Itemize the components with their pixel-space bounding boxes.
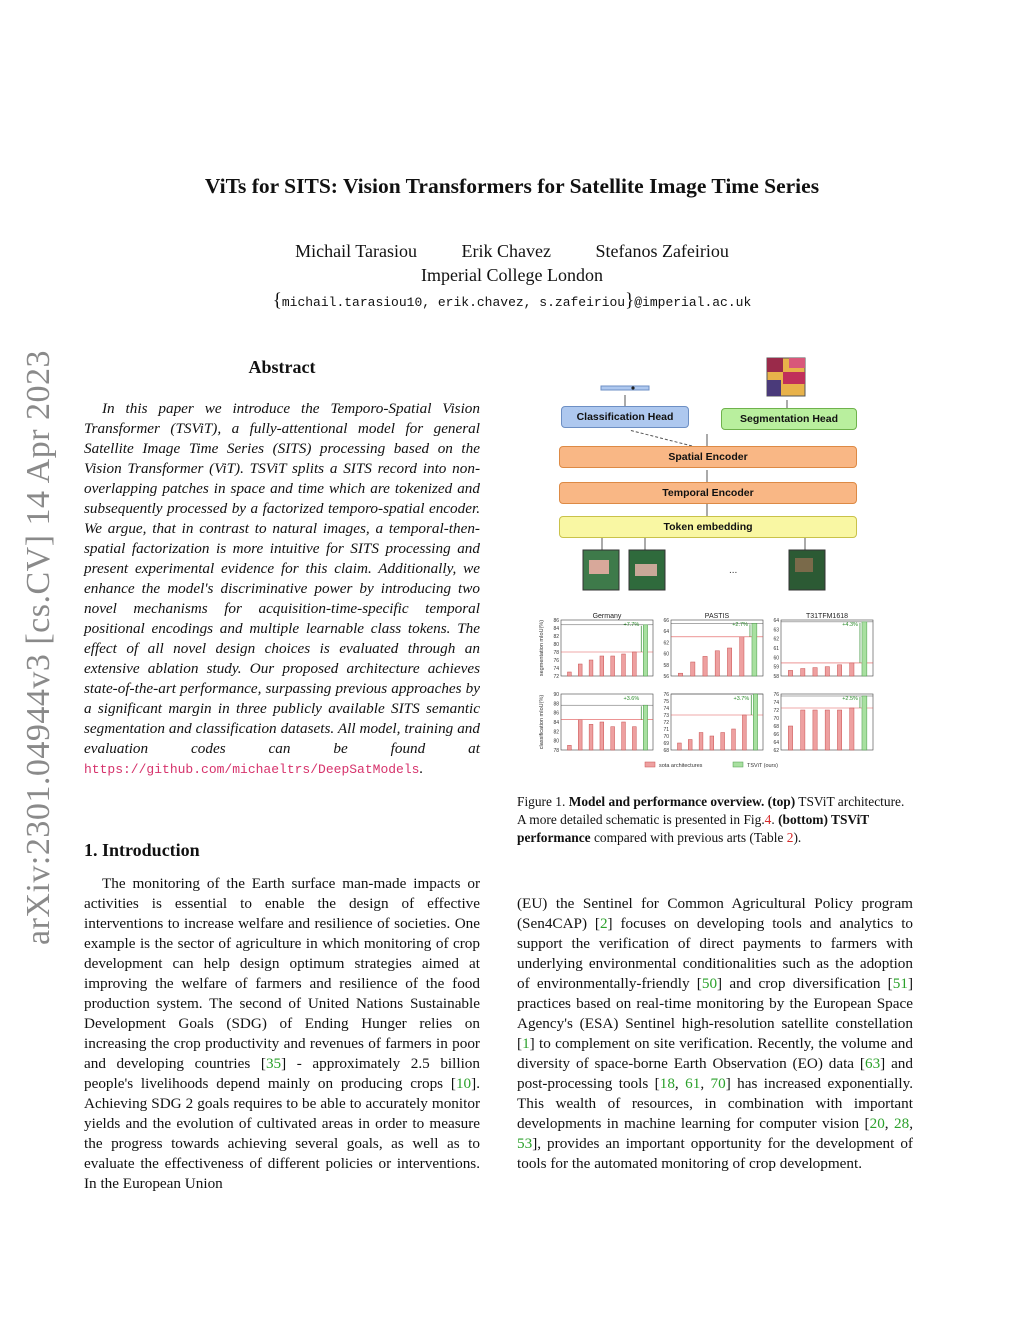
tick-label: 86 — [553, 618, 559, 624]
chart-frame — [671, 694, 763, 750]
sota-bar — [813, 668, 817, 676]
token-embedding-box: Token embedding — [559, 516, 857, 538]
abstract-text: In this paper we introduce the Temporo-Spatial Vision Transformer (TSViT), a fully-attentional model for general Satellite Image Time Series (SITS) processing based on the Vision Transformer (ViT). TSViT splits a SITS record into non-overlapping patches in space and time which are tokenized and subsequently processed by a factorized temporo-spatial encoder. We argue, that in contrast to natural images, a temporal-then-spatial factorization is more intuitive for SITS processing and present experimental evidence for this claim. Additionally, we enhance the model's discriminative power by introducing two novel mechanisms for acquisition-time-specific temporal positional encodings and multiple learnable class tokens. The effect of all novel design choices is evaluated through an extensive ablation study. Our proposed architecture achieves state-of-the-art performance, surpassing previous approaches by a significant margin in three publicly available SITS semantic segmentation and classification datasets. All model, training and evaluation codes can be found at https://github.com/michaeltrs/DeepSatModels. — [84, 400, 480, 777]
legend-sota-swatch — [645, 762, 655, 767]
sota-bar — [825, 667, 829, 676]
tick-label: 58 — [663, 662, 669, 669]
sota-bar — [740, 637, 744, 676]
sota-bar — [622, 722, 626, 750]
tick-label: 62 — [663, 640, 669, 647]
classification-head-box: Classification Head — [561, 406, 689, 428]
tick-label: 60 — [773, 655, 779, 662]
tick-label: 78 — [553, 650, 559, 656]
sota-bar — [837, 665, 841, 676]
tick-label: 71 — [663, 727, 669, 733]
sota-bar — [788, 670, 792, 676]
citation[interactable]: 51 — [892, 975, 908, 992]
citation[interactable]: 18 — [659, 1075, 675, 1092]
axis-label: classification mIoU(%) — [539, 694, 545, 750]
tick-label: 72 — [553, 674, 559, 680]
sota-bar — [578, 720, 582, 750]
temporal-encoder-box: Temporal Encoder — [559, 482, 857, 504]
tick-label: 75 — [663, 699, 669, 705]
satellite-image-2 — [629, 550, 665, 590]
segmentation-head-box: Segmentation Head — [721, 408, 857, 430]
citation[interactable]: 50 — [701, 975, 718, 992]
tick-label: 82 — [553, 634, 559, 640]
tick-label: 68 — [663, 748, 669, 754]
author-1: Michail Tarasiou — [295, 241, 417, 261]
sota-bar — [678, 673, 682, 676]
axis-label: segmentation mIoU(%) — [539, 619, 545, 677]
sota-bar — [600, 656, 604, 676]
tick-label: 72 — [663, 720, 669, 726]
sota-bar — [567, 745, 571, 750]
tick-label: 78 — [553, 748, 559, 754]
sota-bar — [801, 710, 805, 750]
sota-bar — [567, 672, 571, 676]
citation[interactable]: 1 — [522, 1035, 530, 1052]
sota-bar — [632, 652, 636, 676]
sota-bar — [703, 656, 707, 676]
class-output-bar — [601, 386, 649, 390]
tsvit-bar — [643, 705, 647, 750]
gain-annotation: +2.5% — [842, 696, 858, 702]
gain-annotation: +3.6% — [623, 696, 640, 702]
spatial-encoder-box: Spatial Encoder — [559, 446, 857, 468]
tick-label: 69 — [663, 741, 669, 747]
sota-bar — [677, 743, 681, 750]
sota-bar — [825, 710, 829, 750]
sota-bar — [589, 660, 593, 676]
citation[interactable]: 20 — [869, 1115, 885, 1132]
intro-paragraph-continued: (EU) the Sentinel for Common Agricultural Policy program (Sen4CAP) [2] focuses on developing tools and analytics to support the verification of direct payments to farmers with underlying environmental conditionalities such as the adoption of environmentally-friendly [50] and crop diversification [51] practices based on real-time monitoring by the European Space Agency's (ESA) Sentinel high-resolution satellite constellation [1] to complement on site verification. Recently, the volume and diversity of space-borne Earth Observation (EO) data [63] and post-processing tools [18, 61, 70] has increased exponentially. This wealth of resources, in combination with important developments in machine learning for computer vision [20, 28, 53], provides an important opportunity for the development of tools for the automated monitoring of crop development. — [517, 895, 914, 1172]
tick-label: 70 — [773, 716, 779, 722]
tick-label: 80 — [553, 642, 559, 648]
tick-label: 62 — [773, 748, 779, 754]
tick-label: 76 — [663, 692, 669, 698]
chart-frame — [561, 620, 653, 676]
gain-annotation: +4.3% — [842, 622, 858, 628]
sota-bar — [622, 654, 626, 676]
citation[interactable]: 63 — [864, 1055, 881, 1072]
sota-bar — [732, 729, 736, 750]
chart-frame — [561, 694, 653, 750]
author-list — [0, 241, 1024, 262]
author-emails: {michail.tarasiou10, erik.chavez, s.zafeiriou}@imperial.ac.uk — [272, 290, 752, 311]
tick-label: 84 — [553, 626, 559, 632]
section-heading-introduction: 1. Introduction — [84, 840, 200, 860]
sota-bar — [578, 664, 582, 676]
performance-charts — [517, 612, 913, 782]
satellite-image-1 — [583, 550, 619, 590]
legend-sota-label: sota architectures — [659, 763, 703, 769]
sota-bar — [710, 736, 714, 750]
sota-bar — [600, 722, 604, 750]
affiliation: Imperial College London — [421, 265, 603, 285]
tick-label: 63 — [773, 627, 779, 634]
tick-label: 66 — [773, 732, 779, 738]
code-link[interactable]: https://github.com/michaeltrs/DeepSatModels — [84, 762, 420, 777]
figure-caption: Figure 1. Model and performance overview. (top) TSViT architecture. A more detailed schematic is presented in Fig.4. (bottom) TSViT performance compared with previous arts (Table 2). — [517, 794, 905, 845]
tick-label: 73 — [663, 713, 669, 719]
sota-bar — [611, 656, 615, 676]
tick-label: 64 — [663, 629, 669, 636]
chart-title: Germany — [592, 613, 622, 620]
tsvit-bar — [862, 696, 867, 750]
tick-label: 74 — [553, 666, 559, 672]
figure-1 — [517, 350, 913, 780]
ellipsis: ... — [729, 565, 738, 576]
tick-label: 58 — [773, 674, 779, 680]
sota-bar — [715, 651, 719, 676]
sota-bar — [688, 740, 692, 751]
paper-title: ViTs for SITS: Vision Transformers for Satellite Image Time Series — [204, 174, 820, 198]
sota-bar — [721, 733, 725, 751]
tick-label: 80 — [553, 738, 559, 745]
gain-annotation: +7.7% — [623, 622, 640, 628]
tick-label: 86 — [553, 710, 559, 717]
tsvit-bar — [862, 622, 867, 676]
segmentation-map-icon — [767, 358, 805, 396]
citation[interactable]: 61 — [685, 1075, 701, 1092]
sota-bar — [699, 733, 703, 751]
gain-annotation: +2.7% — [732, 622, 748, 628]
tick-label: 90 — [553, 692, 559, 698]
tick-label: 64 — [773, 618, 779, 624]
citation[interactable]: 70 — [710, 1075, 726, 1092]
legend-tsvit-swatch — [733, 762, 743, 767]
intro-paragraph: The monitoring of the Earth surface man-made impacts or activities is essential to enable the design of effective interventions to increase welfare and resilience of societies. One example is the sector of agriculture in which monitoring of crop development can help design optimum strategies aimed at improving the welfare of farmers and resilience of the food production system. The second of United Nations Sustainable Development Goals (SDG) of Ending Hunger relies on increasing the crop productivity and revenues of farmers in poor and developing countries [35] - approximately 2.5 billion people's livelihoods depend mainly on producing crops [10]. Achieving SDG 2 goals requires to be able to accurately monitor yields and the evolution of cultivated areas in order to measure the progress towards achieving several goals, as well as to evaluate the effectiveness of different policies or interventions. In the European Union — [84, 875, 480, 1192]
tick-label: 66 — [663, 618, 669, 624]
citation[interactable]: 35 — [265, 1055, 282, 1072]
abstract-heading: Abstract — [248, 357, 316, 377]
citation[interactable]: 10 — [455, 1075, 472, 1092]
legend-tsvit-label: TSViT (ours) — [747, 763, 778, 769]
tick-label: 88 — [553, 701, 559, 708]
sota-bar — [742, 715, 746, 750]
chart-title: T31TFM1618 — [805, 613, 849, 620]
tick-label: 76 — [553, 658, 559, 664]
tick-label: 62 — [773, 636, 779, 643]
tick-label: 74 — [663, 706, 669, 712]
chart-title: PASTIS — [704, 613, 730, 620]
tick-label: 70 — [663, 734, 669, 740]
sota-bar — [611, 727, 615, 750]
sota-bar — [801, 669, 805, 676]
tick-label: 74 — [773, 700, 779, 706]
satellite-image-n — [789, 550, 825, 590]
gain-annotation: +3.7% — [733, 696, 750, 702]
tick-label: 56 — [663, 674, 669, 680]
arxiv-identifier: arXiv:2301.04944v3 [cs.CV] 14 Apr 2023 — [20, 349, 57, 945]
sota-bar — [632, 727, 636, 750]
sota-bar — [589, 724, 593, 750]
sota-bar — [850, 708, 854, 750]
sota-bar — [788, 726, 792, 750]
sota-bar — [691, 662, 695, 676]
tick-label: 61 — [773, 646, 779, 652]
tick-label: 59 — [773, 664, 779, 671]
tick-label: 68 — [773, 724, 779, 730]
tick-label: 76 — [773, 692, 779, 698]
architecture-connectors — [517, 350, 913, 610]
author-3: Stefanos Zafeiriou — [595, 241, 729, 261]
author-2: Erik Chavez — [461, 241, 551, 261]
sota-bar — [837, 710, 841, 750]
sota-bar — [850, 663, 854, 676]
tsvit-bar — [753, 694, 757, 750]
citation[interactable]: 28 — [894, 1115, 910, 1132]
tsvit-bar — [643, 625, 647, 676]
sota-bar — [813, 710, 817, 750]
tick-label: 64 — [773, 740, 779, 746]
tick-label: 84 — [553, 720, 559, 726]
citation[interactable]: 2 — [599, 915, 608, 932]
tsvit-bar — [752, 623, 757, 676]
sota-bar — [727, 648, 731, 676]
tick-label: 72 — [773, 708, 779, 714]
citation[interactable]: 53 — [517, 1135, 533, 1152]
tick-label: 82 — [553, 729, 559, 736]
tick-label: 60 — [663, 651, 669, 658]
